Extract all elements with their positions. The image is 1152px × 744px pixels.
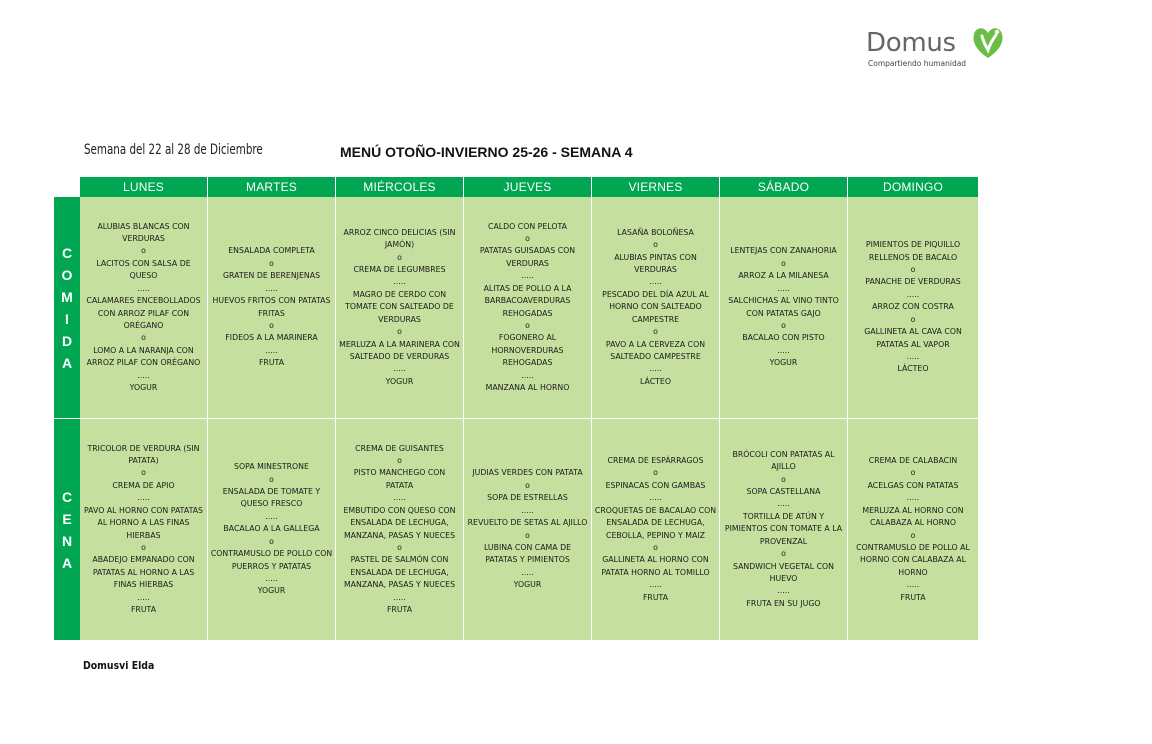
side-letter: O <box>61 266 73 283</box>
menu-item: o <box>781 258 786 268</box>
menu-item: TORTILLA DE ATÚN Y <box>742 511 825 521</box>
menu-item: SANDWICH VEGETAL CON <box>732 561 834 571</box>
menu-item: ..... <box>777 283 790 293</box>
menu-item: ALUBIAS PINTAS CON <box>614 252 697 262</box>
menu-item: VERDURAS <box>378 314 421 324</box>
menu-item: GRATEN DE BERENJENAS <box>222 271 321 281</box>
menu-item: o <box>397 252 402 262</box>
menu-item: JUDIAS VERDES CON PATATA <box>472 468 583 478</box>
week-label: Semana del 22 al 28 de Diciembre <box>84 142 263 158</box>
menu-cell-jueves <box>464 419 592 640</box>
menu-item: ..... <box>521 567 534 577</box>
menu-item: PESCADO DEL DÍA AZUL AL <box>602 289 709 299</box>
menu-item: o <box>653 327 658 337</box>
menu-item: HUEVO <box>769 573 798 583</box>
menu-item: PASTEL DE SALMÓN CON <box>350 555 449 565</box>
menu-item: o <box>653 468 658 478</box>
menu-item: VERDURAS <box>122 234 165 244</box>
menu-item: o <box>269 258 274 268</box>
menu-item: YOGUR <box>385 376 414 386</box>
menu-item: RELLENOS DE BACALO <box>868 252 958 262</box>
menu-cell-miercoles <box>336 197 464 418</box>
menu-item: EMBUTIDO CON QUESO CON <box>343 505 456 515</box>
menu-title: MENÚ OTOÑO-INVIERNO 25-26 - SEMANA 4 <box>340 144 633 160</box>
menu-item: MANZANA, PASAS Y NUECES <box>343 580 456 590</box>
menu-item: PATATA HORNO AL TOMILLO <box>601 567 710 577</box>
menu-cell-jueves <box>464 197 592 418</box>
menu-item: o <box>269 474 274 484</box>
brand-name: Domus <box>866 28 956 58</box>
menu-item: ..... <box>649 277 662 287</box>
side-letter: E <box>62 510 72 527</box>
menu-item: o <box>781 474 786 484</box>
menu-cell-domingo <box>848 419 978 640</box>
menu-item: SALTEADO CAMPESTRE <box>610 351 701 361</box>
menu-item: MERLUZA AL HORNO CON <box>862 505 964 515</box>
side-letter: C <box>61 244 73 261</box>
day-header-sabado: SÁBADO <box>720 177 848 197</box>
menu-item: SALCHICHAS AL VINO TINTO <box>728 296 839 306</box>
side-label-cena <box>54 419 80 640</box>
menu-item: FINAS HIERBAS <box>113 580 174 590</box>
menu-item: LASAÑA BOLOÑESA <box>617 227 694 237</box>
menu-item: CREMA DE APIO <box>112 480 175 490</box>
menu-item: ..... <box>265 345 278 355</box>
menu-item: CREMA DE GUISANTES <box>355 443 444 453</box>
menu-item: BACALAO A LA GALLEGA <box>223 524 320 534</box>
menu-cell-sabado <box>720 197 848 418</box>
menu-item: PATATA <box>385 480 414 490</box>
menu-item: FRUTA EN SU JUGO <box>746 598 821 608</box>
menu-item: ..... <box>649 364 662 374</box>
menu-item: AL HORNO A LAS FINAS <box>97 518 190 528</box>
menu-item: BARBACOAVERDURAS <box>484 296 571 306</box>
menu-item: o <box>653 542 658 552</box>
day-header-viernes: VIERNES <box>592 177 720 197</box>
menu-item: PAVO A LA CERVEZA CON <box>605 339 706 349</box>
menu-item: o <box>525 320 530 330</box>
menu-item: GALLINETA AL HORNO CON <box>602 555 709 565</box>
menu-item: ARROZ PILAF CON ORÉGANO <box>86 358 201 368</box>
side-label-comida <box>54 197 80 418</box>
heart-leaf-icon <box>970 24 1006 60</box>
menu-item: REVUELTO DE SETAS AL AJILLO <box>467 518 588 528</box>
menu-item: HORNO CON CALABAZA AL <box>860 555 966 565</box>
menu-item: o <box>910 265 916 275</box>
side-letter: M <box>61 288 73 305</box>
menu-item: SOPA DE ESTRELLAS <box>487 493 568 503</box>
menu-item: LENTEJAS CON ZANAHORIA <box>730 246 837 256</box>
menu-item: o <box>269 320 274 330</box>
menu-item: ..... <box>521 370 534 380</box>
menu-item: ARROZ A LA MILANESA <box>738 271 829 281</box>
menu-item: ..... <box>137 283 150 293</box>
menu-cell-lunes <box>80 419 208 640</box>
side-letter: N <box>61 532 73 549</box>
menu-item: PATATA) <box>128 456 159 466</box>
menu-item: MANZANA AL HORNO <box>485 382 570 392</box>
menu-cell-martes <box>208 197 336 418</box>
menu-item: o <box>141 246 146 256</box>
menu-item: o <box>525 480 530 490</box>
menu-item: o <box>910 468 916 478</box>
menu-item: CONTRAMUSLO DE POLLO CON <box>210 549 333 559</box>
menu-item: CREMA DE ESPÁRRAGOS <box>607 456 704 466</box>
menu-item: ENSALADA DE TOMATE Y <box>222 487 321 497</box>
menu-item: PAVO AL HORNO CON PATATAS <box>83 505 204 515</box>
menu-item: ..... <box>906 493 920 503</box>
menu-cell-viernes <box>592 197 720 418</box>
side-letter: C <box>61 488 73 505</box>
menu-item: ..... <box>521 505 534 515</box>
footer-location: Domusvi Elda <box>83 659 155 672</box>
menu-item: ..... <box>137 493 150 503</box>
menu-item: o <box>397 542 402 552</box>
menu-item: ORÉGANO <box>123 320 164 330</box>
menu-item: JAMÓN) <box>384 240 415 250</box>
menu-item: HIERBAS <box>126 530 161 540</box>
menu-item: CALAMARES ENCEBOLLADOS <box>86 296 201 306</box>
menu-item: ESPINACAS CON GAMBAS <box>605 480 706 490</box>
menu-item: PATATAS Y PIMIENTOS <box>485 555 570 565</box>
menu-item: o <box>910 530 916 540</box>
menu-item: ..... <box>777 586 790 596</box>
menu-item: PATATAS GUISADAS CON <box>479 246 576 256</box>
brand-tagline: Compartiendo humanidad <box>868 59 967 68</box>
menu-item: FRITAS <box>258 308 285 318</box>
side-letter: A <box>61 554 73 571</box>
meal-row-comida <box>80 197 982 418</box>
menu-item: ARROZ CINCO DELICIAS (SIN <box>343 227 456 237</box>
menu-item: TRICOLOR DE VERDURA (SIN <box>87 443 200 453</box>
menu-item: CROQUETAS DE BACALAO CON <box>594 505 717 515</box>
menu-item: REHOGADAS <box>502 308 553 318</box>
menu-item: ALITAS DE POLLO A LA <box>483 283 572 293</box>
menu-item: TOMATE CON SALTEADO DE <box>345 302 454 312</box>
menu-cell-miercoles <box>336 419 464 640</box>
menu-item: ..... <box>265 511 278 521</box>
menu-item: VERDURAS <box>506 258 549 268</box>
menu-item: PISTO MANCHEGO CON <box>353 468 446 478</box>
menu-item: PATATAS AL HORNO A LAS <box>92 567 195 577</box>
menu-item: o <box>781 320 786 330</box>
side-letter: I <box>65 310 69 327</box>
menu-item: CALDO CON PELOTA <box>488 221 567 231</box>
menu-item: ..... <box>137 592 150 602</box>
menu-item: PROVENZAL <box>759 536 808 546</box>
menu-item: PATATAS AL VAPOR <box>876 339 950 349</box>
menu-item: SOPA MINESTRONE <box>234 462 309 472</box>
menu-item: ..... <box>521 271 534 281</box>
day-header-domingo: DOMINGO <box>848 177 978 197</box>
menu-item: ..... <box>265 573 278 583</box>
menu-item: BACALAO CON PISTO <box>742 333 825 343</box>
menu-cell-lunes <box>80 197 208 418</box>
menu-item: ARROZ CON COSTRA <box>872 302 954 312</box>
menu-item: GALLINETA AL CAVA CON <box>864 327 962 337</box>
side-letter: D <box>61 332 73 349</box>
menu-item: o <box>525 530 530 540</box>
menu-item: MANZANA, PASAS Y NUECES <box>343 530 456 540</box>
menu-item: ..... <box>777 499 790 509</box>
menu-item: MERLUZA A LA MARINERA CON <box>339 339 460 349</box>
menu-item: o <box>910 314 916 324</box>
menu-item: HORNO <box>898 567 928 577</box>
menu-item: FIDEOS A LA MARINERA <box>225 333 318 343</box>
menu-item: o <box>269 536 274 546</box>
menu-item: YOGUR <box>513 580 542 590</box>
day-header-jueves: JUEVES <box>464 177 592 197</box>
menu-item: HORNOVERDURAS REHOGADAS <box>491 345 564 368</box>
menu-item: ..... <box>906 351 920 361</box>
menu-item: HUEVOS FRITOS CON PATATAS <box>212 296 331 306</box>
menu-item: CEBOLLA, PEPINO Y MAIZ <box>606 530 705 540</box>
menu-item: ABADEJO EMPANADO CON <box>92 555 195 565</box>
menu-item: ..... <box>137 370 150 380</box>
menu-item: FRUTA <box>130 604 157 614</box>
menu-item: CREMA DE LEGUMBRES <box>353 265 446 275</box>
menu-item: FRUTA <box>386 604 413 614</box>
menu-item: MAGRO DE CERDO CON <box>352 289 447 299</box>
meal-row-cena <box>80 419 982 640</box>
menu-item: o <box>781 549 786 559</box>
menu-item: o <box>141 468 146 478</box>
menu-item: ..... <box>393 364 406 374</box>
menu-item: ..... <box>393 592 406 602</box>
menu-item: LUBINA CON CAMA DE <box>483 542 572 552</box>
menu-item: LACITOS CON SALSA DE QUESO <box>96 258 191 281</box>
menu-item: o <box>525 234 530 244</box>
menu-item: o <box>397 327 402 337</box>
menu-item: HORNO CON SALTEADO <box>609 302 702 312</box>
menu-item: FRUTA <box>642 592 669 602</box>
menu-item: PIMIENTOS CON TOMATE A LA <box>724 524 843 534</box>
menu-item: LÁCTEO <box>640 376 671 386</box>
menu-cell-domingo <box>848 197 978 418</box>
menu-item: ..... <box>906 580 920 590</box>
menu-item: CAMPESTRE <box>631 314 680 324</box>
menu-item: LÁCTEO <box>897 364 929 374</box>
menu-item: CONTRAMUSLO DE POLLO AL <box>856 542 970 552</box>
menu-item: o <box>397 456 402 466</box>
menu-item: ENSALADA DE LECHUGA, <box>606 518 705 528</box>
menu-item: o <box>653 240 658 250</box>
day-header-martes: MARTES <box>208 177 336 197</box>
menu-item: ..... <box>906 289 920 299</box>
menu-item: CON ARROZ PILAF CON <box>97 308 190 318</box>
menu-item: CON PATATAS GAJO <box>746 308 821 318</box>
side-letter: A <box>61 354 73 371</box>
menu-item: ENSALADA COMPLETA <box>228 246 315 256</box>
menu-item: o <box>141 333 146 343</box>
menu-item: CREMA DE CALABACIN <box>868 456 958 466</box>
menu-item: PUERROS Y PATATAS <box>231 561 312 571</box>
menu-item: PIMIENTOS DE PIQUILLO <box>865 240 961 250</box>
menu-item: SALTEADO DE VERDURAS <box>349 351 450 361</box>
menu-item: ENSALADA DE LECHUGA, <box>350 518 449 528</box>
menu-item: QUESO FRESCO <box>240 499 303 509</box>
day-header-row <box>80 177 982 197</box>
menu-item: o <box>141 542 146 552</box>
menu-item: PANACHE DE VERDURAS <box>865 277 961 287</box>
menu-item: ACELGAS CON PATATAS <box>867 480 959 490</box>
menu-item: ..... <box>393 493 406 503</box>
menu-item: YOGUR <box>129 382 158 392</box>
menu-item: VERDURAS <box>634 265 677 275</box>
day-header-miercoles: MIÉRCOLES <box>336 177 464 197</box>
day-header-lunes: LUNES <box>80 177 208 197</box>
menu-item: ENSALADA DE LECHUGA, <box>350 567 449 577</box>
menu-cell-viernes <box>592 419 720 640</box>
menu-item: ..... <box>393 277 406 287</box>
menu-item: ..... <box>649 580 662 590</box>
menu-item: YOGUR <box>769 358 798 368</box>
menu-item: CALABAZA AL HORNO <box>869 518 956 528</box>
menu-item: LOMO A LA NARANJA CON <box>93 345 194 355</box>
menu-item: ..... <box>649 493 662 503</box>
menu-cell-sabado <box>720 419 848 640</box>
menu-item: ALUBIAS BLANCAS CON <box>97 221 190 231</box>
menu-item: ..... <box>777 345 790 355</box>
menu-cell-martes <box>208 419 336 640</box>
menu-item: SOPA CASTELLANA <box>746 487 821 497</box>
menu-item: ..... <box>265 283 278 293</box>
menu-item: YOGUR <box>257 586 286 596</box>
menu-item: FRUTA <box>258 358 285 368</box>
menu-item: FRUTA <box>900 592 926 602</box>
domusvi-logo <box>866 22 1011 72</box>
menu-item: FOGONERO AL <box>498 333 557 343</box>
menu-item: AJILLO <box>771 462 796 472</box>
menu-item: BRÓCOLI CON PATATAS AL <box>732 449 835 459</box>
